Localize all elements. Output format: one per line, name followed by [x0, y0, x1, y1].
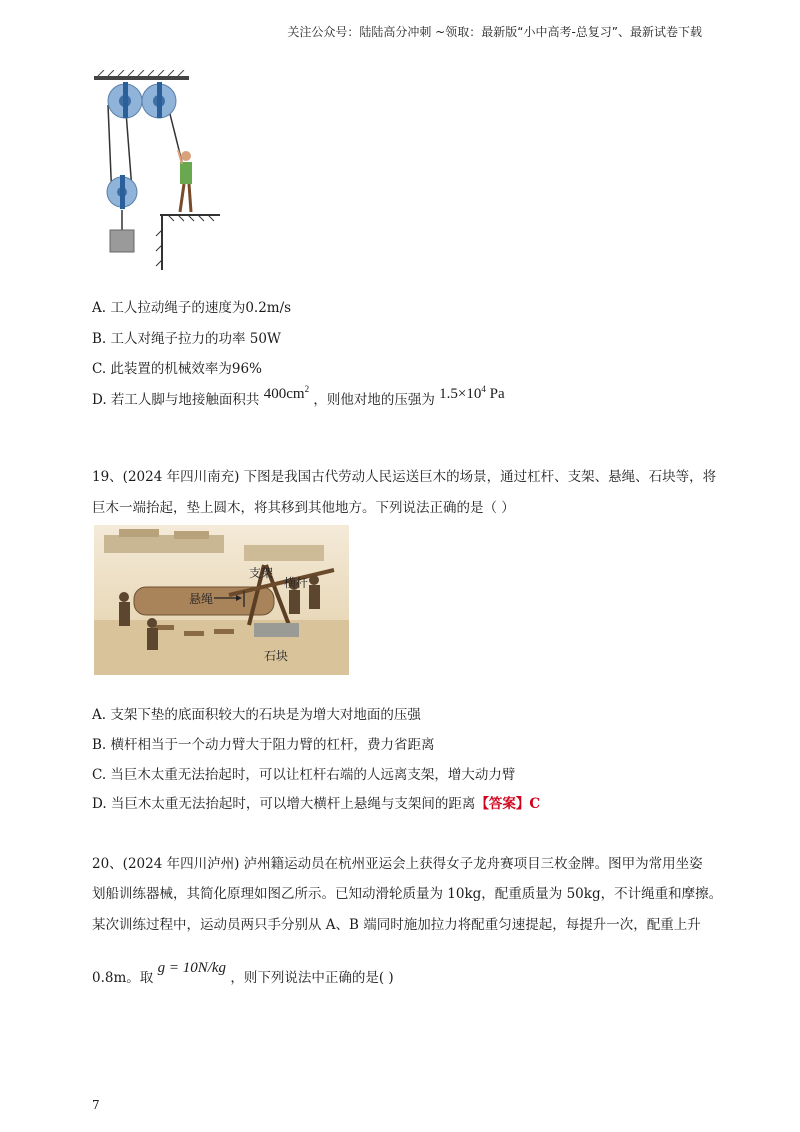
q19-option-b: B. 横杆相当于一个动力臂大于阻力臂的杠杆，费力省距离 [92, 737, 435, 753]
q20-line1: 20、(2024 年四川泸州) 泸州籍运动员在杭州亚运会上获得女子龙舟赛项目三枚金牌。图甲为常用坐姿 [92, 856, 703, 872]
pressure-formula: $1.5\times 10^4$ Pa [439, 384, 505, 402]
q19-stem-line2: 巨木一端抬起，垫上圆木，将其移到其他地方。下列说法正确的是（ ） [92, 500, 515, 516]
label-stone: 石块 [264, 649, 289, 663]
q20-line2: 划船训练器械，其简化原理如图乙所示。已知动滑轮质量为 10kg，配重质量为 50kg，不计绳重和摩擦。 [92, 886, 723, 902]
q20-line3: 某次训练过程中，运动员两只手分别从 A、B 端同时施加拉力将配重匀速提起，每提升一次，配重上升 [92, 917, 701, 933]
label-support: 支架 [249, 566, 274, 580]
q18-option-b: B. 工人对绳子拉力的功率 50W [92, 331, 281, 347]
q19-option-d: D. 当巨木太重无法抬起时，可以增大横杆上悬绳与支架间的距离【答案】C [92, 796, 541, 812]
q18-option-a: A. 工人拉动绳子的速度为0.2m/s [92, 300, 292, 316]
q19-option-a: A. 支架下垫的底面积较大的石块是为增大对地面的压强 [92, 707, 421, 723]
q19-stem-line1: 19、(2024 年四川南充) 下图是我国古代劳动人民运送巨木的场景，通过杠杆、支架、悬绳、石块等，将 [92, 469, 717, 485]
log-transport-illustration [94, 525, 349, 675]
pulley-figure [92, 70, 232, 275]
label-lever: 横杆 [284, 576, 309, 590]
q18-option-c: C. 此装置的机械效率为96% [92, 361, 262, 377]
gravity-formula: g = 10N/kg [157, 960, 227, 976]
page-header: 关注公众号：陆陆高分冲刺 ~领取：最新版“小中高考-总复习”、最新试卷下载 [287, 25, 702, 39]
area-formula: $400cm^2$ [263, 384, 310, 402]
label-rope: 悬绳 [189, 592, 214, 606]
q18-option-d: D. 若工人脚与地接触面积共 $400cm^2$ ，则他对地的压强为 $1.5\times 10^4$ Pa [92, 384, 505, 408]
page-number: 7 [92, 1098, 100, 1112]
q19-option-c: C. 当巨木太重无法抬起时，可以让杠杆右端的人远离支架，增大动力臂 [92, 767, 516, 783]
q20-line4: 0.8m。取 g = 10N/kg ，则下列说法中正确的是( ) [92, 960, 394, 986]
q19-answer: 【答案】C [475, 796, 541, 812]
